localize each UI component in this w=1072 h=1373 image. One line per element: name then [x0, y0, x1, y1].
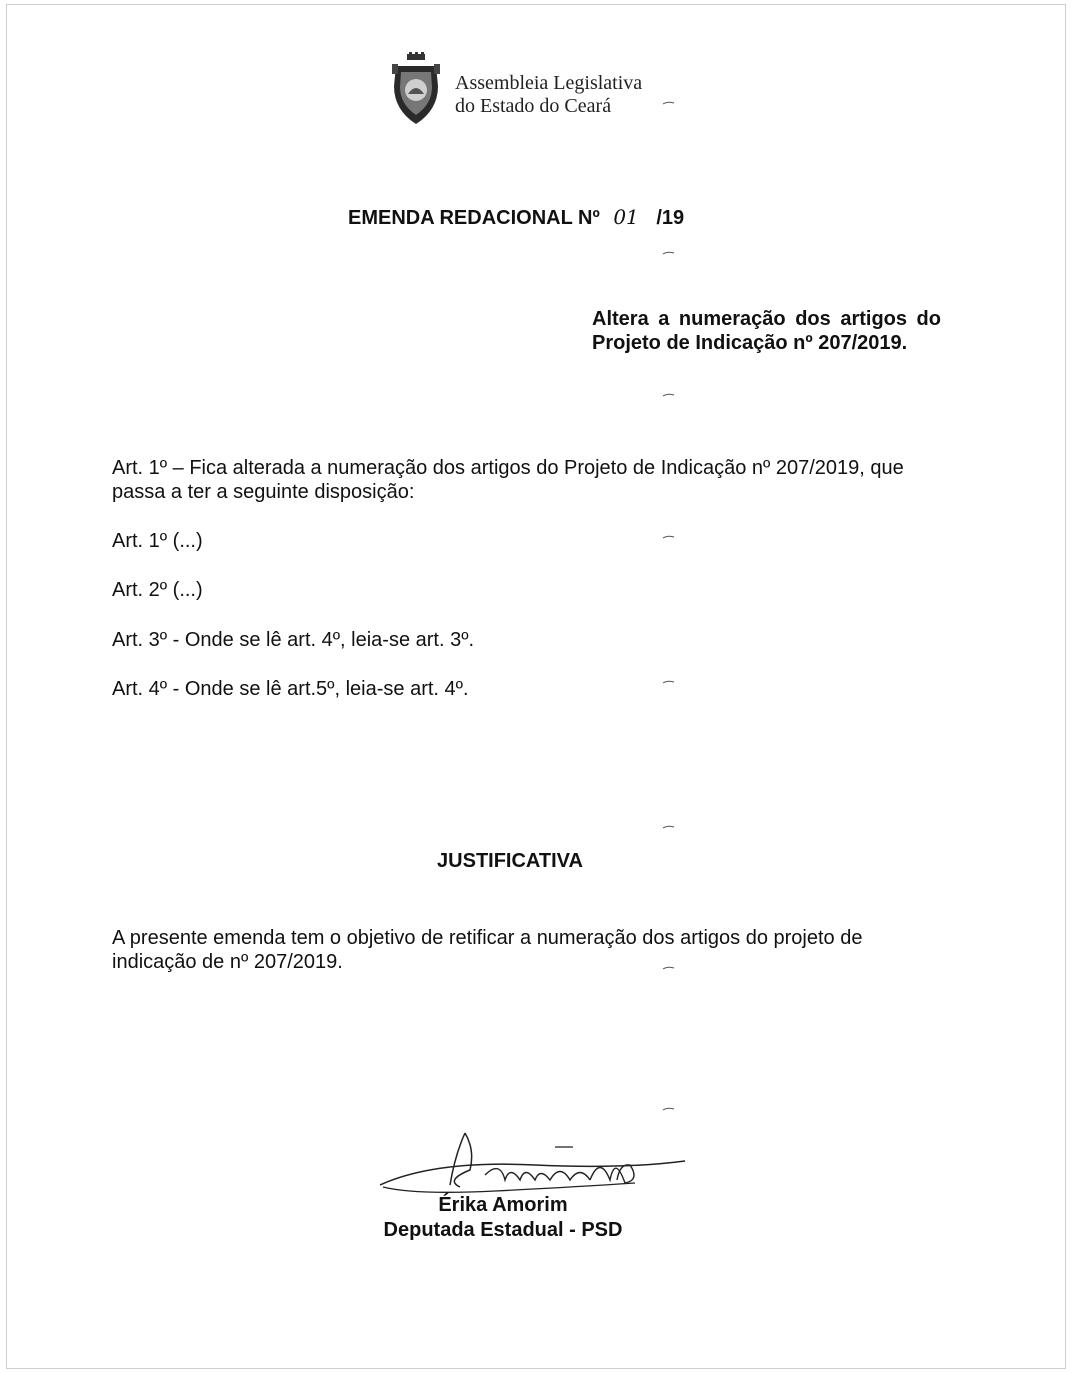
justification-title: JUSTIFICATIVA: [437, 850, 583, 872]
scan-mark: [662, 679, 676, 685]
article-item: Art. 1º (...): [112, 530, 203, 552]
scan-mark: [662, 534, 676, 540]
handwritten-number: 01: [613, 205, 639, 229]
scan-mark: [662, 392, 676, 398]
signer-name: Érika Amorim: [438, 1194, 568, 1216]
scan-mark: [662, 965, 676, 971]
organization-name: [455, 72, 642, 118]
ementa: Altera a numeração dos artigos do Projeto de Indicação nº 207/2019.: [592, 308, 941, 354]
signer-role: Deputada Estadual - PSD: [383, 1219, 623, 1241]
article-item: Art. 3º - Onde se lê art. 4º, leia-se art. 3º.: [112, 629, 475, 651]
org-line-1: Assembleia Legislativa: [455, 72, 643, 94]
scan-mark: [662, 250, 676, 256]
article-item: Art. 2º (...): [112, 579, 203, 601]
scan-mark: [662, 1106, 676, 1112]
article-item: Art. 4º - Onde se lê art.5º, leia-se art. 4º.: [112, 678, 469, 700]
scan-mark: [662, 100, 676, 106]
justification-text: A presente emenda tem o objetivo de retificar a numeração dos artigos do projeto de indicação de nº 207/2019.: [112, 927, 863, 973]
ceara-crest-icon: [388, 52, 444, 128]
article-1-paragraph: Art. 1º – Fica alterada a numeração dos artigos do Projeto de Indicação nº 207/2019, que passa a ter a seguinte disposição:: [112, 457, 904, 503]
scan-mark: [662, 824, 676, 830]
org-line-2: do Estado do Ceará: [455, 95, 612, 117]
signature-block: [372, 1193, 634, 1243]
title-suffix: /19: [656, 207, 685, 229]
document-title: [348, 205, 684, 230]
title-prefix: EMENDA REDACIONAL Nº: [348, 207, 600, 229]
